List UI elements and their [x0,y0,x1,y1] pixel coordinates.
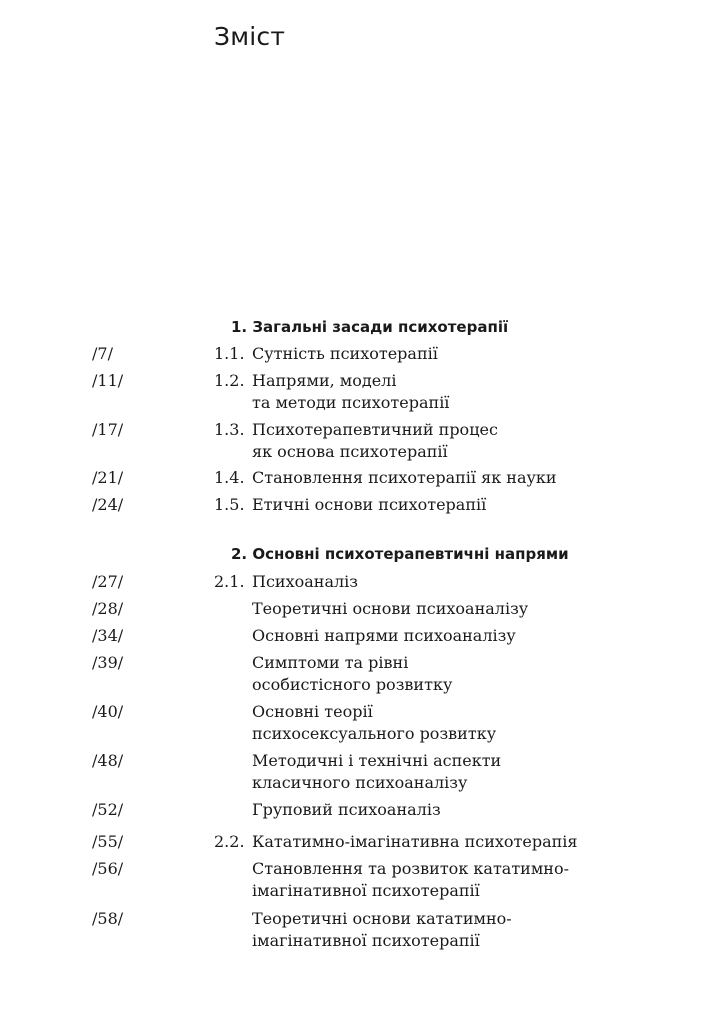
entry-title [252,494,486,516]
page-title: Зміст [214,22,286,51]
page-reference: /11/ [92,371,124,390]
page-reference: /55/ [92,832,124,851]
section-heading-1: 1. Загальні засади психотерапії [231,318,509,336]
entry-title-line: Основні напрями психоаналізу [252,626,516,645]
entry-title-line: Сутність психотерапії [252,344,438,363]
entry-title [252,571,358,593]
entry-title-line: Методичні і технічні аспекти [252,751,502,770]
entry-title [252,908,512,952]
entry-number: 1.2. [214,371,245,390]
entry-title-line: Психотерапевтичний процес [252,420,498,439]
entry-number: 2.2. [214,832,245,851]
entry-title-line: Напрями, моделі [252,371,397,390]
entry-title [252,370,449,414]
entry-number: 1.5. [214,495,245,514]
entry-title [252,343,438,365]
entry-title [252,799,441,821]
page-reference: /21/ [92,468,124,487]
page-reference: /17/ [92,420,124,439]
entry-title [252,467,557,489]
page-reference: /39/ [92,653,124,672]
entry-title-line: як основа психотерапії [252,442,448,461]
entry-title-line: Становлення психотерапії як науки [252,468,557,487]
entry-title-line: особистісного розвитку [252,675,453,694]
entry-title [252,419,498,463]
entry-title [252,701,496,745]
entry-title-line: Кататимно-імагінативна психотерапія [252,832,578,851]
entry-number: 1.4. [214,468,245,487]
entry-title [252,652,452,696]
entry-title-line: Теоретичні основи кататимно- [252,909,512,928]
entry-title-line: Симптоми та рівні [252,653,409,672]
entry-title [252,625,516,647]
entry-title-line: Етичні основи психотерапії [252,495,487,514]
entry-title-line: класичного психоаналізу [252,773,468,792]
section-heading-2: 2. Основні психотерапевтичні напрями [231,545,569,563]
page-reference: /56/ [92,859,124,878]
entry-title-line: Психоаналіз [252,572,358,591]
page-reference: /58/ [92,909,124,928]
entry-title-line: Груповий психоаналіз [252,800,441,819]
entry-number: 1.1. [214,344,245,363]
page-reference: /48/ [92,751,124,770]
page-reference: /28/ [92,599,124,618]
entry-title [252,750,501,794]
page-reference: /34/ [92,626,124,645]
entry-title [252,831,578,853]
entry-number: 1.3. [214,420,245,439]
entry-title [252,598,528,620]
entry-title-line: психосексуального розвитку [252,724,497,743]
entry-title-line: Теоретичні основи психоаналізу [252,599,529,618]
entry-title-line: Становлення та розвиток кататимно- [252,859,569,878]
page-reference: /7/ [92,344,113,363]
entry-title [252,858,569,902]
page-reference: /52/ [92,800,124,819]
entry-title-line: імагінативної психотерапії [252,931,480,950]
entry-title-line: імагінативної психотерапії [252,881,480,900]
entry-number: 2.1. [214,572,245,591]
entry-title-line: та методи психотерапії [252,393,450,412]
entry-title-line: Основні теорії [252,702,373,721]
page-reference: /27/ [92,572,124,591]
page-reference: /40/ [92,702,124,721]
page-reference: /24/ [92,495,124,514]
